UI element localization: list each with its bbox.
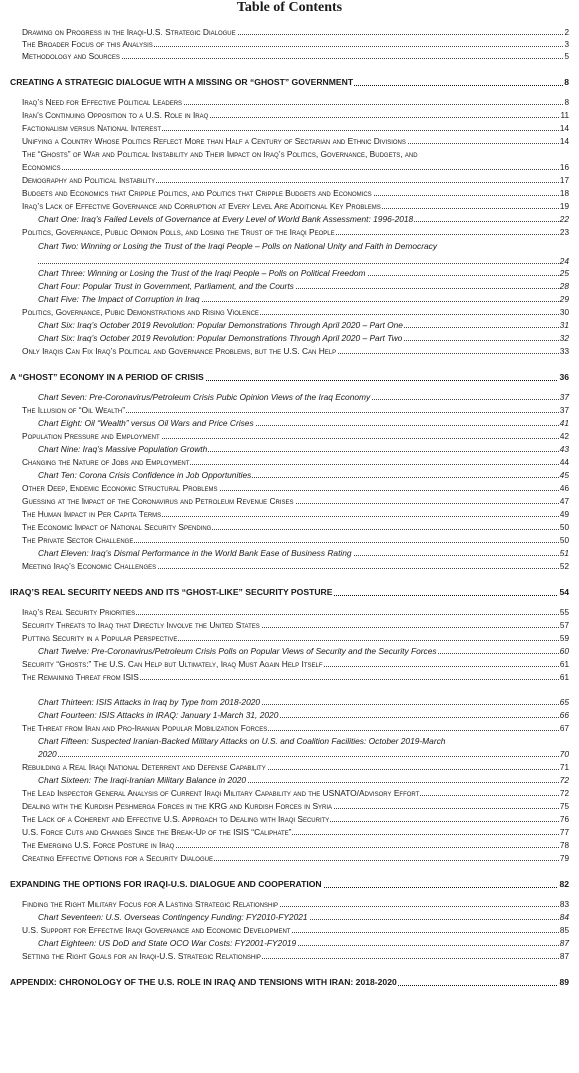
toc-entry-page: 33 <box>559 347 569 356</box>
toc-entry-page: 77 <box>559 828 569 837</box>
toc-entry-label: The Economic Impact of National Security Spending <box>22 522 212 532</box>
toc-entry-page: 71 <box>559 763 569 772</box>
toc-entry-page: 22 <box>559 214 569 224</box>
toc-entry-page: 17 <box>559 176 569 185</box>
toc-chart-entry[interactable] <box>0 333 579 344</box>
toc-entry-label: 2020 <box>38 749 57 759</box>
toc-entry-label: Only Iraqis Can Fix Iraq’s Political and Governance Problems, but the U.S. Can Help <box>22 346 337 356</box>
toc-entry-page: 30 <box>559 308 569 317</box>
toc-entry[interactable] <box>0 123 579 134</box>
toc-entry-page: 41 <box>559 418 569 428</box>
toc-entry[interactable] <box>0 925 579 936</box>
toc-entry-label: The Illusion of “Oil Wealth” <box>22 405 125 415</box>
toc-entry[interactable] <box>0 762 579 773</box>
toc-entry-page: 50 <box>559 536 569 545</box>
toc-chart-entry[interactable] <box>0 938 579 949</box>
toc-entry-page: 44 <box>559 458 569 467</box>
toc-entry-page: 72 <box>559 775 569 785</box>
toc-entry-page: 60 <box>559 646 569 656</box>
toc-entry-label: Chart Seven: Pre-Coronavirus/Petroleum Crisis Pubic Opinion Views of the Iraq Economy <box>38 392 371 402</box>
toc-entry[interactable] <box>0 110 579 121</box>
toc-entry-page: 72 <box>559 789 569 798</box>
toc-entry-page: 59 <box>559 634 569 643</box>
toc-entry[interactable] <box>0 827 579 838</box>
toc-entry-page: 14 <box>559 124 569 133</box>
toc-entry-page: 28 <box>559 281 569 291</box>
toc-entry-label: The Private Sector Challenge <box>22 535 134 545</box>
toc-entry-label: Chart Eight: Oil “Wealth” versus Oil Wars and Price Crises <box>38 418 254 428</box>
toc-chart-entry[interactable] <box>0 548 579 559</box>
toc-entry[interactable] <box>0 431 579 442</box>
toc-entry[interactable] <box>0 672 579 683</box>
toc-entry-label: Chart Twelve: Pre-Coronavirus/Petroleum Crisis Polls on Popular Views of Security and the Security Forces <box>38 646 437 656</box>
toc-entry[interactable] <box>0 723 579 734</box>
toc-entry[interactable] <box>0 201 579 212</box>
toc-section-entry[interactable] <box>0 586 579 599</box>
toc-chart-entry[interactable] <box>0 775 579 786</box>
toc-entry-page: 55 <box>559 608 569 617</box>
toc-chart-entry[interactable] <box>0 268 579 279</box>
toc-entry-label: Unifying a Country Whose Politics Reflect More than Half a Century of Sectarian and Ethnic Divisions <box>22 136 406 146</box>
toc-entry-label: Politics, Governance, Pubic Demonstrations and Rising Violence <box>22 307 259 317</box>
toc-section-entry[interactable] <box>0 878 579 891</box>
toc-chart-entry[interactable] <box>0 736 579 747</box>
toc-entry-page: 19 <box>559 202 569 211</box>
toc-entry[interactable] <box>0 509 579 520</box>
toc-entry-page: 79 <box>559 854 569 863</box>
toc-entry[interactable] <box>0 405 579 416</box>
toc-entry-page: 47 <box>559 497 569 506</box>
toc-entry-label: Drawing on Progress in the Iraqi-U.S. Strategic Dialogue <box>22 27 236 37</box>
toc-entry[interactable] <box>0 149 579 160</box>
toc-entry-page: 37 <box>559 406 569 415</box>
toc-chart-entry[interactable] <box>0 214 579 225</box>
toc-chart-entry[interactable] <box>0 444 579 455</box>
toc-entry-label: Chart Nine: Iraq’s Massive Population Growth <box>38 444 208 454</box>
toc-entry-label: Politics, Governance, Public Opinion Polls, and Losing the Trust of the Iraqi People <box>22 227 335 237</box>
toc-entry[interactable] <box>0 853 579 864</box>
toc-entry-page: 16 <box>559 163 569 172</box>
toc-entry-label: Iraq’s Need for Effective Political Leaders <box>22 97 183 107</box>
toc-entry-page: 50 <box>559 523 569 532</box>
toc-entry[interactable] <box>0 227 579 238</box>
toc-entry-page: 31 <box>559 320 569 330</box>
toc-entry-label: Putting Security in a Popular Perspective <box>22 633 178 643</box>
toc-entry-label: Security “Ghosts:” The U.S. Can Help but Ultimately, Iraq Must Again Help Itself <box>22 659 323 669</box>
toc-entry[interactable] <box>0 620 579 631</box>
toc-entry[interactable] <box>0 951 579 962</box>
toc-entry-page: 78 <box>559 841 569 850</box>
toc-entry[interactable] <box>0 814 579 825</box>
toc-chart-entry[interactable] <box>0 912 579 923</box>
toc-entry[interactable] <box>0 346 579 357</box>
toc-entry[interactable] <box>0 27 579 38</box>
toc-chart-entry[interactable] <box>0 392 579 403</box>
toc-entry-label: The Lead Inspector General Analysis of Current Iraqi Military Capability and the USNATO/Advisory Effort <box>22 788 420 798</box>
toc-entry-page: 61 <box>559 673 569 682</box>
toc-entry-label: The Emerging U.S. Force Posture in Iraq <box>22 840 175 850</box>
toc-entry[interactable] <box>0 136 579 147</box>
toc-entry[interactable] <box>0 607 579 618</box>
toc-entry-label: Factionalism versus National Interest <box>22 123 162 133</box>
toc-entry-label: Creating Effective Options for a Security Dialogue <box>22 853 213 863</box>
toc-section-entry[interactable] <box>0 371 579 384</box>
toc-entry-page: 43 <box>559 444 569 454</box>
toc-entry-page: 42 <box>559 432 569 441</box>
toc-entry-page: 2 <box>564 28 569 37</box>
toc-entry-page: 65 <box>559 697 569 707</box>
toc-entry-label: Budgets and Economics that Cripple Politics, and Politics that Cripple Budgets and Economics <box>22 188 372 198</box>
toc-entry-page: 46 <box>559 484 569 493</box>
toc-section-entry[interactable] <box>0 976 579 989</box>
toc-chart-entry[interactable] <box>0 470 579 481</box>
toc-entry-label: The Threat from Iran and Pro-Iranian Popular Mobilization Forces <box>22 723 268 733</box>
toc-entry[interactable] <box>0 659 579 670</box>
toc-entry-label: Chart Sixteen: The Iraqi-Iranian Military Balance in 2020 <box>38 775 247 785</box>
toc-entry-label: Demography and Political Instability <box>22 175 156 185</box>
toc-entry-label: A “GHOST” ECONOMY IN A PERIOD OF CRISIS <box>10 372 204 382</box>
toc-entry-label: Chart Thirteen: ISIS Attacks in Iraq by Type from 2018-2020 <box>38 697 261 707</box>
toc-chart-entry[interactable] <box>0 294 579 305</box>
toc-entry-page: 51 <box>559 548 569 558</box>
toc-entry-label: Chart Eighteen: US DoD and State OCO War Costs: FY2001-FY2019 <box>38 938 297 948</box>
toc-entry-label: APPENDIX: CHRONOLOGY OF THE U.S. ROLE IN IRAQ AND TENSIONS WITH IRAN: 2018-2020 <box>10 977 397 987</box>
toc-chart-entry[interactable] <box>0 646 579 657</box>
dot-leader <box>38 263 567 264</box>
toc-entry[interactable] <box>0 522 579 533</box>
toc-entry-label: Chart Four: Popular Trust in Government, Parliament, and the Courts <box>38 281 294 291</box>
toc-entry[interactable] <box>0 633 579 644</box>
toc-chart-entry[interactable] <box>0 320 579 331</box>
toc-entry-label: Iraq’s Lack of Effective Governance and Corruption at Every Level Are Additional Key Problems <box>22 201 381 211</box>
toc-entry-label: Chart Seventeen: U.S. Overseas Contingency Funding: FY2010-FY2021 <box>38 912 308 922</box>
toc-entry-label: Changing the Nature of Jobs and Employment <box>22 457 190 467</box>
toc-entry-page: 24 <box>559 256 569 266</box>
toc-entry-label: Iraq’s Real Security Priorities <box>22 607 136 617</box>
toc-entry-label: Rebuilding a Real Iraqi National Deterrent and Defense Capability <box>22 762 266 772</box>
toc-entry-page: 61 <box>559 660 569 669</box>
toc-entry-page: 85 <box>559 926 569 935</box>
toc-entry-page: 11 <box>560 111 569 120</box>
toc-entry[interactable] <box>0 162 579 173</box>
toc-entry[interactable] <box>0 899 579 910</box>
toc-entry-page: 5 <box>564 52 569 61</box>
toc-entry-label: Methodology and Sources <box>22 51 120 61</box>
toc-entry-page: 36 <box>559 372 569 382</box>
toc-chart-entry[interactable] <box>0 749 579 760</box>
toc-entry-label: Guessing at the Impact of the Coronavirus and Petroleum Revenue Crises <box>22 496 294 506</box>
toc-entry-page: 23 <box>559 228 569 237</box>
toc-entry-label: Setting the Right Goals for an Iraqi-U.S. Strategic Relationship <box>22 951 261 961</box>
toc-entry[interactable] <box>0 535 579 546</box>
toc-entry[interactable] <box>0 561 579 572</box>
toc-chart-entry[interactable] <box>0 697 579 708</box>
toc-entry-page: 67 <box>559 724 569 733</box>
toc-title: Table of Contents <box>236 0 343 15</box>
toc-entry-label: Chart Six: Iraq’s October 2019 Revolution: Popular Demonstrations Through April 2020 – Part Two <box>38 333 403 343</box>
toc-entry[interactable] <box>0 51 579 62</box>
toc-entry-page: 83 <box>559 900 569 909</box>
toc-entry-page: 87 <box>559 938 569 948</box>
toc-entry[interactable] <box>0 39 579 50</box>
toc-entry-label: Meeting Iraq’s Economic Challenges <box>22 561 157 571</box>
toc-chart-entry[interactable] <box>0 241 579 252</box>
toc-entry-page: 89 <box>559 977 569 987</box>
toc-entry-label: The Human Impact in Per Capita Terms <box>22 509 162 519</box>
toc-entry-page: 32 <box>559 333 569 343</box>
toc-entry[interactable] <box>0 175 579 186</box>
toc-entry-page: 25 <box>559 268 569 278</box>
toc-entry-label: Iran’s Continuing Opposition to a U.S. Role in Iraq <box>22 110 209 120</box>
toc-entry-label: Dealing with the Kurdish Peshmerga Forces in the KRG and Kurdish Forces in Syria <box>22 801 333 811</box>
toc-entry-label: Chart Five: The Impact of Corruption in Iraq <box>38 294 200 304</box>
toc-entry-page: 87 <box>559 952 569 961</box>
toc-entry-label: Chart Two: Winning or Losing the Trust of the Iraqi People – Polls on National Unity and Faith in Democracy <box>38 241 438 251</box>
toc-chart-entry[interactable] <box>0 710 579 721</box>
dot-leader <box>22 169 567 170</box>
toc-entry-label: Chart Fourteen: ISIS Attacks in IRAQ: January 1-March 31, 2020 <box>38 710 279 720</box>
toc-entry-page: 37 <box>559 392 569 402</box>
toc-entry[interactable] <box>0 496 579 507</box>
toc-entry-label: The Lack of a Coherent and Effective U.S. Approach to Dealing with Iraqi Security <box>22 814 330 824</box>
toc-entry-page: 45 <box>559 470 569 480</box>
toc-chart-entry[interactable] <box>0 418 579 429</box>
toc-entry-label: Chart Fifteen: Suspected Iranian-Backed Military Attacks on U.S. and Coalition Facilities: October 2019-March <box>38 736 446 746</box>
toc-entry-page: 54 <box>559 587 569 597</box>
toc-entry-label: The Broader Focus of this Analysis <box>22 39 153 49</box>
toc-entry-label: The “Ghosts” of War and Political Instability and Their Impact on Iraq’s Politics, Governance, Budgets, and <box>22 149 418 159</box>
toc-entry[interactable] <box>0 840 579 851</box>
toc-entry-label: Finding the Right Military Focus for A Lasting Strategic Relationship <box>22 899 279 909</box>
toc-entry-label: Economics <box>22 162 61 172</box>
toc-entry-label: Other Deep, Endemic Economic Structural Problems <box>22 483 218 493</box>
toc-entry-label: U.S. Force Cuts and Changes Since the Break-Up of the ISIS “Caliphate” <box>22 827 292 837</box>
toc-entry[interactable] <box>0 188 579 199</box>
dot-leader <box>38 756 567 757</box>
toc-entry-page: 75 <box>559 802 569 811</box>
toc-entry-page: 8 <box>564 77 569 87</box>
toc-entry-page: 82 <box>559 879 569 889</box>
toc-entry[interactable] <box>0 97 579 108</box>
toc-entry-page: 76 <box>559 815 569 824</box>
toc-entry[interactable] <box>0 801 579 812</box>
toc-entry-label: Chart Eleven: Iraq’s Dismal Performance in the World Bank Ease of Business Rating <box>38 548 352 558</box>
toc-section-entry[interactable] <box>0 76 579 89</box>
toc-entry-page: 8 <box>564 98 569 107</box>
toc-entry-page: 14 <box>559 137 569 146</box>
toc-entry-page: 18 <box>559 189 569 198</box>
toc-entry-label: Chart Ten: Corona Crisis Confidence in Job Opportunities <box>38 470 252 480</box>
toc-entry-page: 84 <box>559 912 569 922</box>
toc-entry-label: Population Pressure and Employment <box>22 431 160 441</box>
toc-entry-label: EXPANDING THE OPTIONS FOR IRAQI-U.S. DIALOGUE AND COOPERATION <box>10 879 322 889</box>
toc-entry[interactable] <box>0 483 579 494</box>
toc-entry-page: 66 <box>559 710 569 720</box>
toc-chart-entry[interactable] <box>0 256 579 267</box>
toc-entry-label: CREATING A STRATEGIC DIALOGUE WITH A MISSING OR “GHOST” GOVERNMENT <box>10 77 354 87</box>
toc-entry[interactable] <box>0 788 579 799</box>
toc-entry-label: Chart One: Iraq’s Failed Levels of Governance at Every Level of World Bank Assessment: 1996-2018 <box>38 214 414 224</box>
toc-entry-page: 3 <box>564 40 569 49</box>
toc-entry-label: IRAQ’S REAL SECURITY NEEDS AND ITS “GHOST-LIKE” SECURITY POSTURE <box>10 587 333 597</box>
toc-entry-label: Chart Three: Winning or Losing the Trust of the Iraqi People – Polls on Political Freedom <box>38 268 366 278</box>
toc-entry[interactable] <box>0 457 579 468</box>
toc-chart-entry[interactable] <box>0 281 579 292</box>
toc-entry-page: 70 <box>559 749 569 759</box>
toc-entry-label: U.S. Support for Effective Iraqi Governance and Economic Development <box>22 925 291 935</box>
toc-entry-page: 29 <box>559 294 569 304</box>
toc-entry-label: Chart Six: Iraq’s October 2019 Revolution: Popular Demonstrations Through April 2020 – Part One <box>38 320 403 330</box>
toc-entry-page: 49 <box>559 510 569 519</box>
toc-entry-label: The Remaining Threat from ISIS <box>22 672 139 682</box>
toc-entry[interactable] <box>0 307 579 318</box>
toc-entry-page: 57 <box>559 621 569 630</box>
toc-entry-page: 52 <box>559 562 569 571</box>
toc-entry-label: Security Threats to Iraq that Directly Involve the United States <box>22 620 260 630</box>
